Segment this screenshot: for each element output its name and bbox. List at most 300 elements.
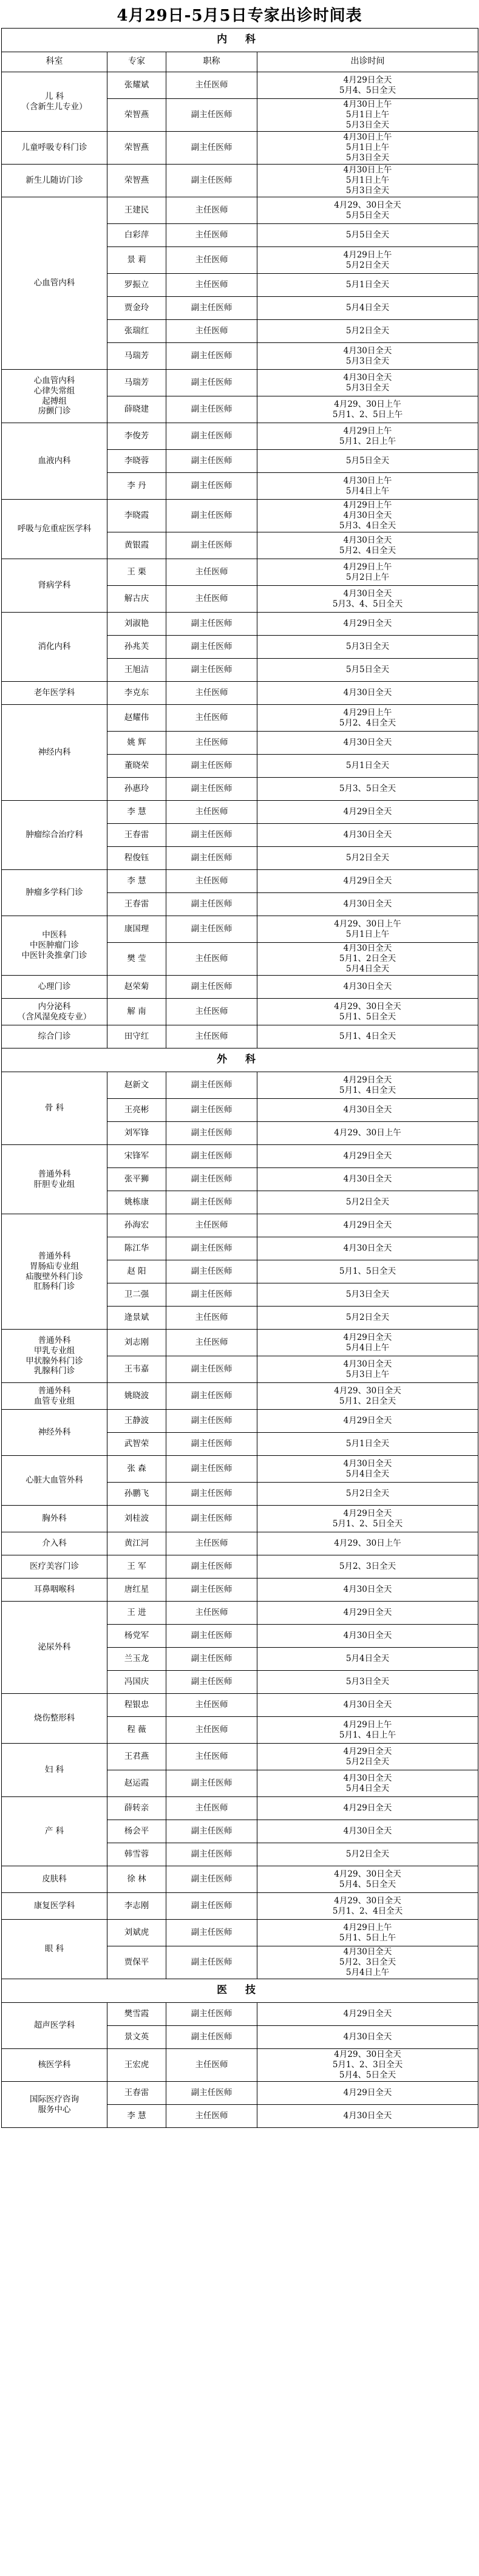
expert-name: 田守红 [107, 1025, 166, 1048]
expert-name: 刘淑艳 [107, 613, 166, 636]
expert-name: 张耀斌 [107, 72, 166, 99]
schedule-times: 4月30日全天 [257, 1579, 478, 1602]
schedule-times: 4月30日全天 [257, 2105, 478, 2128]
expert-title: 副主任医师 [166, 1866, 257, 1893]
department-cell: 核医学科 [2, 2049, 107, 2082]
table-row [2, 1797, 478, 1820]
department-cell: 神经内科 [2, 705, 107, 801]
table-row [2, 559, 478, 586]
expert-name: 刘斌虎 [107, 1920, 166, 1946]
expert-name: 赵荣菊 [107, 976, 166, 999]
schedule-times: 5月4日全天 [257, 297, 478, 320]
schedule-times: 5月3日全天 [257, 636, 478, 659]
header-row [2, 52, 478, 72]
schedule-times: 4月30日全天 5月2、3日全天 5月4日上午 [257, 1946, 478, 1979]
expert-title: 副主任医师 [166, 99, 257, 132]
expert-title: 副主任医师 [166, 1648, 257, 1671]
schedule-times: 5月2日全天 [257, 1843, 478, 1866]
expert-name: 李 慧 [107, 2105, 166, 2128]
expert-title: 副主任医师 [166, 1456, 257, 1483]
expert-title: 副主任医师 [166, 847, 257, 870]
expert-title: 副主任医师 [166, 976, 257, 999]
page-title: 4月29日-5月5日专家出诊时间表 [117, 6, 362, 25]
schedule-times: 5月2日全天 [257, 1191, 478, 1214]
expert-title: 主任医师 [166, 586, 257, 613]
expert-title: 副主任医师 [166, 1356, 257, 1383]
schedule-times: 4月29日上午 5月2日上午 [257, 559, 478, 586]
table-row [2, 1025, 478, 1048]
department-cell: 妇 科 [2, 1744, 107, 1797]
table-row [2, 1694, 478, 1717]
table-row [2, 1145, 478, 1168]
schedule-times: 4月29、30日全天 5月1、5日全天 [257, 999, 478, 1025]
expert-title: 副主任医师 [166, 500, 257, 532]
schedule-times: 4月30日全天 [257, 1099, 478, 1122]
schedule-times: 4月30日全天 [257, 976, 478, 999]
expert-title: 主任医师 [166, 559, 257, 586]
expert-header: 专家 [107, 52, 166, 72]
table-row [2, 423, 478, 450]
expert-title: 副主任医师 [166, 1168, 257, 1191]
schedule-times: 4月29、30日上午 [257, 1532, 478, 1555]
schedule-times: 4月30日全天 [257, 1625, 478, 1648]
expert-name: 陈江华 [107, 1237, 166, 1260]
table-row [2, 1532, 478, 1555]
table-row [2, 1410, 478, 1433]
schedule-times: 4月30日全天 5月1、2日全天 5月4日全天 [257, 943, 478, 976]
department-cell: 消化内科 [2, 613, 107, 682]
expert-title: 副主任医师 [166, 613, 257, 636]
schedule-times: 4月30日全天 [257, 1820, 478, 1843]
expert-name: 李 慧 [107, 870, 166, 893]
expert-title: 副主任医师 [166, 1145, 257, 1168]
expert-name: 兰玉龙 [107, 1648, 166, 1671]
table-row [2, 1214, 478, 1237]
expert-name: 王旭洁 [107, 659, 166, 682]
schedule-times: 4月29、30日全天 5月5日全天 [257, 197, 478, 224]
schedule-times: 4月30日全天 5月3日上午 [257, 1356, 478, 1383]
schedule-times: 4月29日全天 [257, 1145, 478, 1168]
expert-title: 副主任医师 [166, 1072, 257, 1099]
expert-title: 副主任医师 [166, 370, 257, 396]
expert-name: 逄景斌 [107, 1307, 166, 1330]
schedule-times: 4月29、30日上午 [257, 1122, 478, 1145]
expert-name: 王君燕 [107, 1744, 166, 1770]
expert-title: 副主任医师 [166, 423, 257, 450]
department-cell: 中医科 中医肿瘤门诊 中医针灸推拿门诊 [2, 916, 107, 976]
department-cell: 心脏大血管外科 [2, 1456, 107, 1506]
department-cell: 骨 科 [2, 1072, 107, 1145]
schedule-times: 4月29日全天 5月4日上午 [257, 1330, 478, 1356]
schedule-times: 4月29日全天 [257, 1797, 478, 1820]
expert-name: 黄银霞 [107, 532, 166, 559]
schedule-times: 5月2日全天 [257, 1307, 478, 1330]
schedule-times: 4月30日上午 5月1日上午 5月3日全天 [257, 165, 478, 197]
expert-title: 副主任医师 [166, 755, 257, 778]
expert-title: 副主任医师 [166, 1671, 257, 1694]
expert-title: 副主任医师 [166, 1770, 257, 1797]
expert-name: 李 慧 [107, 801, 166, 824]
schedule-times: 5月3日全天 [257, 1671, 478, 1694]
schedule-times: 4月29日上午 5月2、4日全天 [257, 705, 478, 732]
department-cell: 老年医学科 [2, 682, 107, 705]
expert-name: 董晓荣 [107, 755, 166, 778]
expert-name: 姚晓波 [107, 1383, 166, 1410]
section-row [2, 1048, 478, 1072]
expert-title: 主任医师 [166, 1717, 257, 1744]
expert-title: 副主任医师 [166, 1260, 257, 1283]
expert-name: 杨党军 [107, 1625, 166, 1648]
table-row [2, 613, 478, 636]
expert-name: 赵运霞 [107, 1770, 166, 1797]
schedule-times: 4月30日全天 [257, 2026, 478, 2049]
table-row [2, 1866, 478, 1893]
schedule-times: 5月2日全天 [257, 320, 478, 343]
expert-title: 副主任医师 [166, 1283, 257, 1307]
schedule-times: 5月2日全天 [257, 1483, 478, 1506]
schedule-times: 5月3日全天 [257, 1283, 478, 1307]
expert-title: 主任医师 [166, 1025, 257, 1048]
department-cell: 产 科 [2, 1797, 107, 1866]
expert-title: 主任医师 [166, 999, 257, 1025]
expert-name: 赵 阳 [107, 1260, 166, 1283]
schedule-times: 4月29日上午 4月30日全天 5月3、4日全天 [257, 500, 478, 532]
schedule-times: 4月30日全天 [257, 1694, 478, 1717]
expert-title: 主任医师 [166, 943, 257, 976]
expert-title: 副主任医师 [166, 1099, 257, 1122]
expert-title: 副主任医师 [166, 1122, 257, 1145]
expert-name: 荣智燕 [107, 132, 166, 165]
expert-title: 副主任医师 [166, 343, 257, 370]
expert-title: 主任医师 [166, 72, 257, 99]
expert-name: 黄江河 [107, 1532, 166, 1555]
expert-title: 主任医师 [166, 274, 257, 297]
expert-title: 副主任医师 [166, 450, 257, 473]
table-row [2, 165, 478, 197]
schedule-times: 5月1日全天 [257, 274, 478, 297]
schedule-times: 4月29日全天 [257, 1214, 478, 1237]
schedule-times: 5月5日全天 [257, 450, 478, 473]
department-cell: 普通外科 胃肠疝专业组 疝腹壁外科门诊 肛肠科门诊 [2, 1214, 107, 1330]
department-cell: 烧伤整形科 [2, 1694, 107, 1744]
table-row [2, 1893, 478, 1920]
expert-name: 樊 莹 [107, 943, 166, 976]
expert-title: 主任医师 [166, 1744, 257, 1770]
expert-title: 副主任医师 [166, 2082, 257, 2105]
expert-name: 王亮彬 [107, 1099, 166, 1122]
schedule-times: 4月29日上午 5月1、2日上午 [257, 423, 478, 450]
expert-title: 副主任医师 [166, 636, 257, 659]
section-heading: 医 技 [2, 1979, 478, 2003]
schedule-times: 4月30日全天 [257, 824, 478, 847]
expert-name: 贾保平 [107, 1946, 166, 1979]
expert-name: 李 丹 [107, 473, 166, 500]
expert-title: 副主任医师 [166, 297, 257, 320]
table-row [2, 870, 478, 893]
schedule-times: 5月3、5日全天 [257, 778, 478, 801]
schedule-times: 5月2、3日全天 [257, 1555, 478, 1579]
department-cell: 国际医疗咨询 服务中心 [2, 2082, 107, 2128]
department-cell: 呼吸与危重症医学科 [2, 500, 107, 559]
department-cell: 肿瘤综合治疗科 [2, 801, 107, 870]
table-row [2, 1920, 478, 1946]
department-cell: 儿童呼吸专科门诊 [2, 132, 107, 165]
expert-name: 解 南 [107, 999, 166, 1025]
schedule-header: 出诊时间 [257, 52, 478, 72]
schedule-times: 4月29日全天 5月2日全天 [257, 1744, 478, 1770]
expert-title: 副主任医师 [166, 659, 257, 682]
title-header: 职称 [166, 52, 257, 72]
department-cell: 普通外科 肝胆专业组 [2, 1145, 107, 1214]
schedule-times: 4月29、30日全天 5月1、2日全天 [257, 1383, 478, 1410]
expert-name: 景 莉 [107, 247, 166, 274]
table-row [2, 197, 478, 224]
expert-title: 主任医师 [166, 732, 257, 755]
expert-name: 孙海宏 [107, 1214, 166, 1237]
expert-title: 副主任医师 [166, 1820, 257, 1843]
expert-name: 王 军 [107, 1555, 166, 1579]
expert-title: 副主任医师 [166, 2026, 257, 2049]
expert-name: 程银忠 [107, 1694, 166, 1717]
table-row [2, 705, 478, 732]
expert-title: 副主任医师 [166, 132, 257, 165]
expert-name: 刘军锋 [107, 1122, 166, 1145]
expert-name: 李俊芳 [107, 423, 166, 450]
expert-name: 王春雷 [107, 893, 166, 916]
expert-title: 副主任医师 [166, 1483, 257, 1506]
table-row [2, 2049, 478, 2082]
expert-name: 赵新文 [107, 1072, 166, 1099]
expert-title: 副主任医师 [166, 165, 257, 197]
expert-name: 康国理 [107, 916, 166, 943]
schedule-times: 4月29日全天 [257, 801, 478, 824]
table-row [2, 1330, 478, 1356]
expert-name: 荣智燕 [107, 99, 166, 132]
department-cell: 综合门诊 [2, 1025, 107, 1048]
expert-name: 王 进 [107, 1602, 166, 1625]
schedule-times: 5月1、5日全天 [257, 1260, 478, 1283]
expert-name: 孙惠玲 [107, 778, 166, 801]
schedule-times: 4月30日上午 5月4日上午 [257, 473, 478, 500]
expert-name: 赵耀伟 [107, 705, 166, 732]
expert-title: 主任医师 [166, 1694, 257, 1717]
expert-title: 副主任医师 [166, 1946, 257, 1979]
schedule-times: 5月1日全天 [257, 755, 478, 778]
expert-name: 马瑞芳 [107, 370, 166, 396]
schedule-times: 4月30日全天 5月3日全天 [257, 370, 478, 396]
expert-title: 主任医师 [166, 1330, 257, 1356]
schedule-times: 4月30日全天 5月2、4日全天 [257, 532, 478, 559]
department-cell: 耳鼻咽喉科 [2, 1579, 107, 1602]
expert-name: 贾金玲 [107, 297, 166, 320]
expert-title: 主任医师 [166, 1214, 257, 1237]
table-row [2, 999, 478, 1025]
schedule-times: 4月29日全天 [257, 870, 478, 893]
table-row [2, 1072, 478, 1099]
expert-title: 主任医师 [166, 1797, 257, 1820]
expert-title: 副主任医师 [166, 778, 257, 801]
schedule-times: 4月30日全天 5月3日全天 [257, 343, 478, 370]
expert-name: 薛晓建 [107, 396, 166, 423]
expert-name: 卫二强 [107, 1283, 166, 1307]
department-cell: 康复医学科 [2, 1893, 107, 1920]
expert-title: 主任医师 [166, 247, 257, 274]
schedule-times: 4月30日全天 [257, 1168, 478, 1191]
table-row [2, 132, 478, 165]
expert-name: 唐红星 [107, 1579, 166, 1602]
expert-title: 副主任医师 [166, 1579, 257, 1602]
schedule-times: 4月30日全天 5月3、4、5日全天 [257, 586, 478, 613]
expert-name: 孙鹏飞 [107, 1483, 166, 1506]
expert-title: 副主任医师 [166, 1625, 257, 1648]
expert-name: 杨会平 [107, 1820, 166, 1843]
department-cell: 介入科 [2, 1532, 107, 1555]
expert-name: 王静波 [107, 1410, 166, 1433]
table-row [2, 916, 478, 943]
expert-title: 副主任医师 [166, 916, 257, 943]
schedule-times: 5月1、4日全天 [257, 1025, 478, 1048]
expert-name: 武智荣 [107, 1433, 166, 1456]
expert-title: 主任医师 [166, 2049, 257, 2082]
schedule-times: 4月29日上午 5月1、5日上午 [257, 1920, 478, 1946]
schedule-times: 4月30日全天 5月4日全天 [257, 1770, 478, 1797]
expert-name: 王春雷 [107, 2082, 166, 2105]
expert-title: 副主任医师 [166, 2003, 257, 2026]
schedule-times: 4月29日全天 [257, 1602, 478, 1625]
table-row [2, 2082, 478, 2105]
schedule-times: 4月29、30日全天 5月1、2、4日全天 [257, 1893, 478, 1920]
schedule-table [1, 28, 478, 2128]
department-cell: 新生儿随访门诊 [2, 165, 107, 197]
expert-title: 副主任医师 [166, 532, 257, 559]
schedule-times: 4月30日全天 [257, 682, 478, 705]
expert-title: 副主任医师 [166, 1237, 257, 1260]
table-row [2, 1579, 478, 1602]
expert-name: 李志刚 [107, 1893, 166, 1920]
expert-name: 薛转亲 [107, 1797, 166, 1820]
expert-name: 王建民 [107, 197, 166, 224]
schedule-times: 5月2日全天 [257, 847, 478, 870]
expert-title: 副主任医师 [166, 1410, 257, 1433]
department-cell: 胸外科 [2, 1506, 107, 1532]
expert-title: 主任医师 [166, 801, 257, 824]
schedule-times: 4月29日全天 [257, 1410, 478, 1433]
schedule-times: 4月29日上午 5月1、4日上午 [257, 1717, 478, 1744]
expert-title: 副主任医师 [166, 1893, 257, 1920]
schedule-times: 5月1日全天 [257, 1433, 478, 1456]
expert-title: 主任医师 [166, 705, 257, 732]
expert-title: 副主任医师 [166, 1383, 257, 1410]
department-cell: 心理门诊 [2, 976, 107, 999]
expert-name: 荣智燕 [107, 165, 166, 197]
expert-name: 冯国庆 [107, 1671, 166, 1694]
schedule-times: 4月29日上午 5月2日全天 [257, 247, 478, 274]
schedule-times: 4月30日上午 5月1日上午 5月3日全天 [257, 99, 478, 132]
expert-name: 樊雪霞 [107, 2003, 166, 2026]
department-cell: 肿瘤多学科门诊 [2, 870, 107, 916]
schedule-times: 4月29日全天 5月1、2、5日全天 [257, 1506, 478, 1532]
schedule-times: 4月29日全天 5月4、5日全天 [257, 72, 478, 99]
expert-title: 副主任医师 [166, 893, 257, 916]
department-cell: 心血管内科 心律失常组 起搏组 房颤门诊 [2, 370, 107, 423]
department-cell: 肾病学科 [2, 559, 107, 613]
schedule-body [2, 29, 478, 2128]
table-row [2, 1744, 478, 1770]
expert-name: 程 薇 [107, 1717, 166, 1744]
expert-title: 副主任医师 [166, 1920, 257, 1946]
table-row [2, 1456, 478, 1483]
expert-title: 副主任医师 [166, 1843, 257, 1866]
expert-title: 副主任医师 [166, 473, 257, 500]
expert-name: 王春雷 [107, 824, 166, 847]
department-cell: 内分泌科 （含风湿免疫专业） [2, 999, 107, 1025]
table-row [2, 1506, 478, 1532]
expert-title: 主任医师 [166, 682, 257, 705]
table-row [2, 1383, 478, 1410]
schedule-times: 4月30日全天 [257, 893, 478, 916]
table-row [2, 682, 478, 705]
expert-title: 主任医师 [166, 224, 257, 247]
section-row [2, 1979, 478, 2003]
department-cell: 普通外科 甲乳专业组 甲状腺外科门诊 乳腺科门诊 [2, 1330, 107, 1383]
expert-name: 王 栗 [107, 559, 166, 586]
expert-name: 徐 林 [107, 1866, 166, 1893]
schedule-times: 4月29日全天 [257, 2003, 478, 2026]
expert-name: 李克东 [107, 682, 166, 705]
department-cell: 医疗美容门诊 [2, 1555, 107, 1579]
department-cell: 神经外科 [2, 1410, 107, 1456]
expert-name: 姚栋康 [107, 1191, 166, 1214]
expert-title: 主任医师 [166, 2105, 257, 2128]
table-row [2, 72, 478, 99]
table-row [2, 1602, 478, 1625]
table-row [2, 976, 478, 999]
expert-title: 主任医师 [166, 870, 257, 893]
schedule-times: 4月30日全天 5月4日全天 [257, 1456, 478, 1483]
expert-name: 张平狮 [107, 1168, 166, 1191]
schedule-times: 4月29、30日全天 5月1、2、3日全天 5月4、5日全天 [257, 2049, 478, 2082]
schedule-times: 4月30日全天 [257, 1237, 478, 1260]
expert-title: 主任医师 [166, 320, 257, 343]
section-row [2, 29, 478, 52]
schedule-times: 5月5日全天 [257, 659, 478, 682]
department-cell: 血液内科 [2, 423, 107, 500]
department-cell: 普通外科 血管专业组 [2, 1383, 107, 1410]
expert-name: 孙兆芙 [107, 636, 166, 659]
expert-name: 王韦嘉 [107, 1356, 166, 1383]
expert-name: 解古庆 [107, 586, 166, 613]
department-cell: 皮肤科 [2, 1866, 107, 1893]
table-row [2, 801, 478, 824]
expert-name: 宋锋军 [107, 1145, 166, 1168]
schedule-times: 4月30日上午 5月1日上午 5月3日全天 [257, 132, 478, 165]
section-heading: 外 科 [2, 1048, 478, 1072]
expert-title: 副主任医师 [166, 1191, 257, 1214]
expert-title: 副主任医师 [166, 1555, 257, 1579]
schedule-times: 4月29日全天 5月1、4日全天 [257, 1072, 478, 1099]
expert-title: 主任医师 [166, 1532, 257, 1555]
expert-name: 程俊钰 [107, 847, 166, 870]
schedule-times: 5月5日全天 [257, 224, 478, 247]
expert-name: 李晓霞 [107, 500, 166, 532]
expert-title: 副主任医师 [166, 396, 257, 423]
expert-title: 主任医师 [166, 197, 257, 224]
expert-title: 副主任医师 [166, 1506, 257, 1532]
expert-name: 马瑞芳 [107, 343, 166, 370]
expert-name: 张 森 [107, 1456, 166, 1483]
expert-title: 主任医师 [166, 1307, 257, 1330]
expert-name: 景文英 [107, 2026, 166, 2049]
